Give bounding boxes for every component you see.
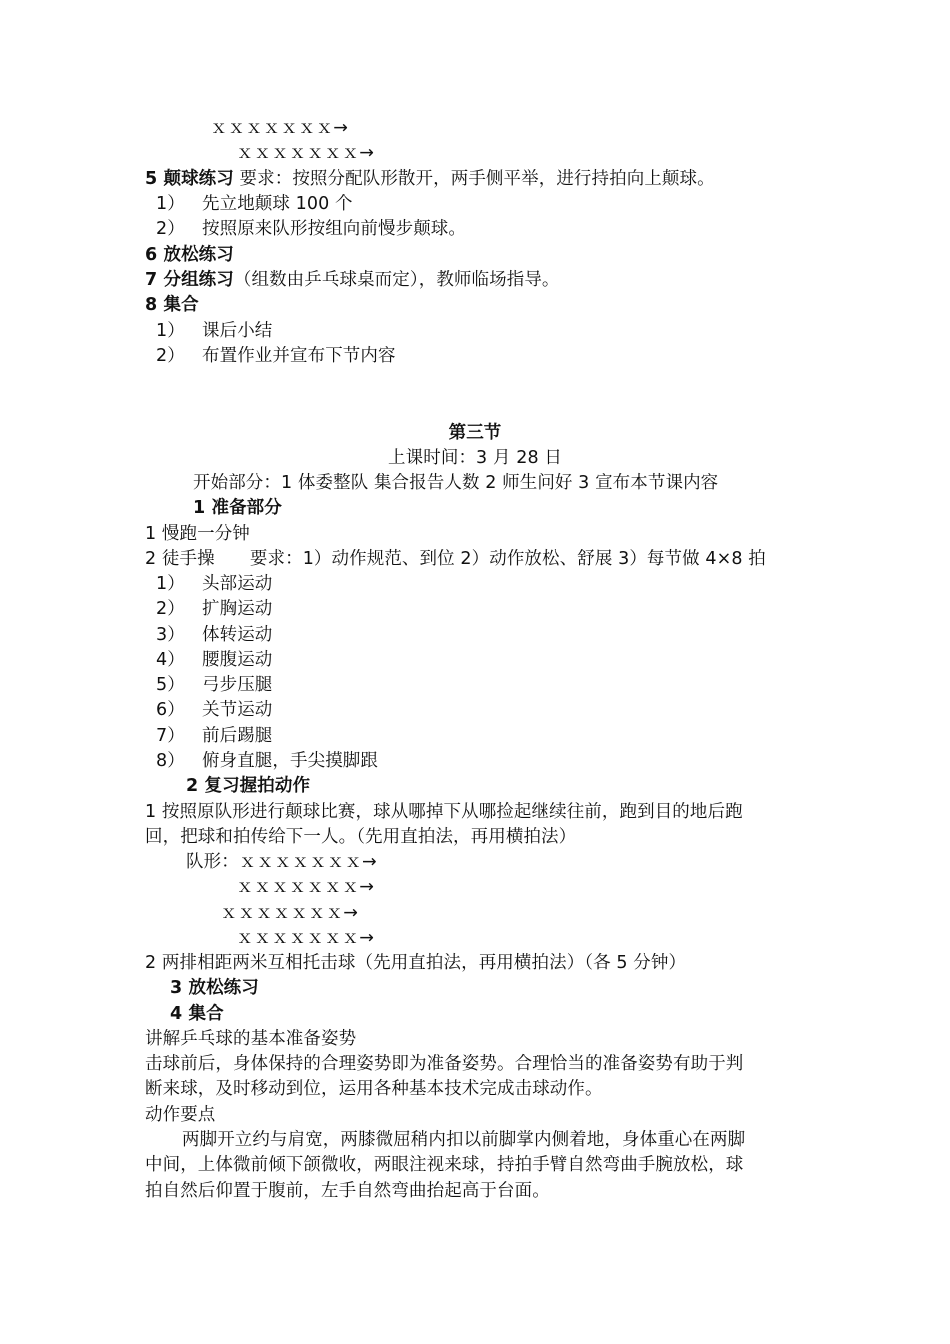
list-number: 4） <box>156 650 185 670</box>
list-number: 3） <box>156 625 185 645</box>
review-line: 回，把球和拍传给下一人。（先用直拍法，再用横拍法） <box>145 827 577 847</box>
list-item <box>156 344 396 369</box>
lesson-start: 开始部分：1 体委整队 集合报告人数 2 师生问好 3 宣布本节课内容 <box>193 473 719 493</box>
list-text: 头部运动 <box>202 574 273 594</box>
section-7-line <box>145 268 560 293</box>
section-6-title: 6 放松练习 <box>145 245 234 265</box>
list-number: 2） <box>156 346 185 366</box>
list-text: 课后小结 <box>202 321 273 341</box>
list-text: 腰腹运动 <box>202 650 273 670</box>
list-number: 1） <box>156 194 185 214</box>
list-text: 关节运动 <box>202 700 273 720</box>
section-5-title: 5 颠球练习 <box>145 169 234 189</box>
list-text: 先立地颠球 100 个 <box>202 194 353 214</box>
gather-section-title: 4 集合 <box>170 1004 224 1024</box>
paragraph-line: 拍自然后仰置于腹前，左手自然弯曲抬起高于台面。 <box>145 1181 550 1201</box>
paragraph-line: 两脚开立约与肩宽，两膝微屈稍内扣以前脚掌内侧着地，身体重心在两脚 <box>182 1130 746 1150</box>
lesson-title: 第三节 <box>448 423 502 443</box>
list-item <box>156 597 272 622</box>
list-number: 7） <box>156 726 185 746</box>
jog-line: 1 慢跑一分钟 <box>145 524 250 544</box>
list-text: 弓步压腿 <box>202 675 273 695</box>
paragraph-line: 中间，上体微前倾下颌微收，两眼注视来球，持拍手臂自然弯曲手腕放松，球 <box>145 1155 744 1175</box>
lesson-time: 上课时间：3 月 28 日 <box>388 448 562 468</box>
review-line: 1 按照原队形进行颠球比赛，球从哪掉下从哪捡起继续往前，跑到目的地后跑 <box>145 802 743 822</box>
section-5-line <box>145 167 715 192</box>
list-item <box>156 673 272 698</box>
exercise-line: 2 徒手操 要求：1）动作规范、到位 2）动作放松、舒展 3）每节做 4×8 拍 <box>145 549 766 569</box>
explain-heading: 讲解乒乓球的基本准备姿势 <box>145 1029 357 1049</box>
list-item <box>156 698 272 723</box>
list-number: 1） <box>156 574 185 594</box>
list-item <box>156 749 378 774</box>
list-item <box>156 192 353 217</box>
formation-row: ｘｘｘｘｘｘｘ→ <box>236 877 374 897</box>
section-7-title: 7 分组练习 <box>145 270 234 290</box>
list-item <box>156 572 272 597</box>
formation-row: ｘｘｘｘｘｘｘ→ <box>236 928 374 948</box>
list-number: 2） <box>156 219 185 239</box>
formation-row: ｘｘｘｘｘｘｘ→ <box>236 143 374 163</box>
paragraph-line: 击球前后，身体保持的合理姿势即为准备姿势。合理恰当的准备姿势有助于判 <box>145 1054 744 1074</box>
formation-row: ｘｘｘｘｘｘｘ→ <box>210 118 348 138</box>
key-points-heading: 动作要点 <box>145 1105 216 1125</box>
section-5-text: 要求：按照分配队形散开，两手侧平举，进行持拍向上颠球。 <box>233 169 715 189</box>
formation-row: 队形：ｘｘｘｘｘｘｘ→ <box>186 852 377 872</box>
relax-section-title: 3 放松练习 <box>170 978 259 998</box>
list-text: 布置作业并宣布下节内容 <box>202 346 396 366</box>
list-item <box>156 724 272 749</box>
formation-row: ｘｘｘｘｘｘｘ→ <box>220 903 358 923</box>
section-8-title: 8 集合 <box>145 295 199 315</box>
list-text: 体转运动 <box>202 625 273 645</box>
list-item <box>156 217 466 242</box>
prep-section-title: 1 准备部分 <box>193 498 282 518</box>
list-number: 5） <box>156 675 185 695</box>
list-text: 前后踢腿 <box>202 726 273 746</box>
list-text: 俯身直腿，手尖摸脚跟 <box>202 751 378 771</box>
list-item <box>156 648 272 673</box>
list-text: 按照原来队形按组向前慢步颠球。 <box>202 219 466 239</box>
list-number: 6） <box>156 700 185 720</box>
review-line: 2 两排相距两米互相托击球（先用直拍法，再用横拍法）（各 5 分钟） <box>145 953 687 973</box>
list-number: 8） <box>156 751 185 771</box>
list-number: 2） <box>156 599 185 619</box>
list-item <box>156 623 272 648</box>
list-text: 扩胸运动 <box>202 599 273 619</box>
review-section-title: 2 复习握拍动作 <box>186 776 311 796</box>
section-7-text: （组数由乒乓球桌而定），教师临场指导。 <box>233 270 560 290</box>
paragraph-line: 断来球，及时移动到位，运用各种基本技术完成击球动作。 <box>145 1079 603 1099</box>
list-item <box>156 319 272 344</box>
list-number: 1） <box>156 321 185 341</box>
